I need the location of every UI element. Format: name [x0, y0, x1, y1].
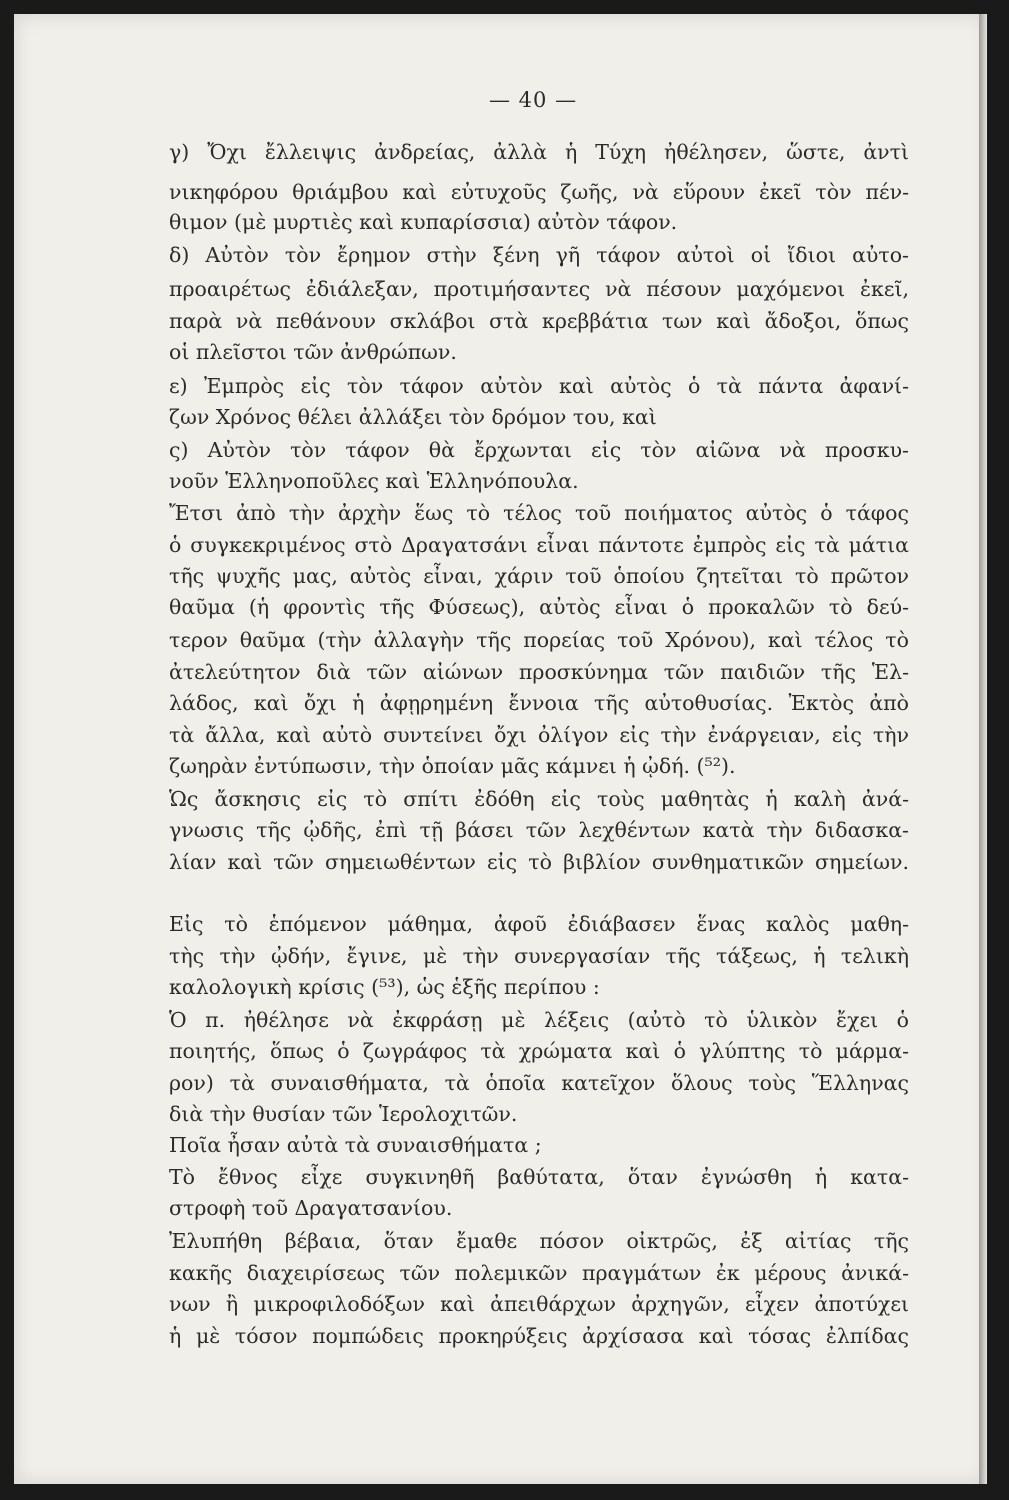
- text-line: ποιητής, ὅπως ὁ ζωγράφος τὰ χρώματα καὶ ὁ γλύπτης τὸ μάρμα-: [169, 1039, 909, 1063]
- text-line: οἱ πλεῖστοι τῶν ἀνθρώπων.: [169, 340, 457, 364]
- text-line: τερον θαῦμα (τὴν ἀλλαγὴν τῆς πορείας τοῦ Χρόνου), καὶ τέλος τὸ: [169, 628, 909, 652]
- text-line: νων ἢ μικροφιλοδόξων καὶ ἀπειθάρχων ἀρχηγῶν, εἶχεν ἀποτύχει: [169, 1292, 909, 1316]
- text-line: κακῆς διαχειρίσεως τῶν πολεμικῶν πραγμάτων ἐκ μέρους ἀνικά-: [169, 1261, 909, 1285]
- book-page: [14, 14, 987, 1484]
- text-line: Τὸ ἔθνος εἶχε συγκινηθῆ βαθύτατα, ὅταν ἐγνώσθη ἡ κατα-: [169, 1165, 909, 1189]
- text-line: θαῦμα (ἡ φροντὶς τῆς Φύσεως), αὐτὸς εἶναι ὁ προκαλῶν τὸ δεύ-: [169, 595, 909, 619]
- text-line: Ἐλυπήθη βέβαια, ὅταν ἔμαθε πόσον οἰκτρῶς, ἐξ αἰτίας τῆς: [169, 1229, 909, 1253]
- text-line: διὰ τὴν θυσίαν τῶν Ἱερολοχιτῶν.: [169, 1102, 518, 1126]
- text-line: νοῦν Ἑλληνοποῦλες καὶ Ἑλληνόπουλα.: [169, 469, 579, 493]
- text-line: Ἔτσι ἀπὸ τὴν ἀρχὴν ἕως τὸ τέλος τοῦ ποιήματος αὐτὸς ὁ τάφος: [169, 501, 909, 525]
- text-line: στροφὴ τοῦ Δραγατσανίου.: [169, 1196, 453, 1220]
- text-line: ε) Ἐμπρὸς εἰς τὸν τάφον αὐτὸν καὶ αὐτὸς ὁ τὰ πάντα ἀφανί-: [169, 374, 909, 398]
- text-line: τῆς ψυχῆς μας, αὐτὸς εἶναι, χάριν τοῦ ὁποίου ζητεῖται τὸ πρῶτον: [169, 564, 909, 588]
- text-line: Εἰς τὸ ἑπόμενον μάθημα, ἀφοῦ ἐδιάβασεν ἕνας καλὸς μαθη-: [169, 912, 909, 936]
- text-line: ὁ συγκεκριμένος στὸ Δραγατσάνι εἶναι πάντοτε ἐμπρὸς εἰς τὰ μάτια: [169, 533, 909, 557]
- text-line: ρον) τὰ συναισθήματα, τὰ ὁποῖα κατεῖχον ὅλους τοὺς Ἕλληνας: [169, 1071, 909, 1095]
- text-line: ς) Αὐτὸν τὸν τάφον θὰ ἔρχωνται εἰς τὸν αἰῶνα νὰ προσκυ-: [169, 438, 909, 462]
- text-line: προαιρέτως ἐδιάλεξαν, προτιμήσαντες νὰ πέσουν μαχόμενοι ἐκεῖ,: [169, 277, 909, 301]
- page-edge-shadow: [979, 14, 987, 1484]
- text-line: τὰ ἄλλα, καὶ αὐτὸ συντείνει ὄχι ὀλίγον εἰς τὴν ἐνάργειαν, εἰς τὴν: [169, 723, 909, 747]
- text-line: λίαν καὶ τῶν σημειωθέντων εἰς τὸ βιβλίον συνθηματικῶν σημείων.: [169, 850, 909, 874]
- text-line: ἡ μὲ τόσον πομπώδεις προκηρύξεις ἀρχίσασα καὶ τόσας ἐλπίδας: [169, 1324, 909, 1348]
- text-line: ζων Χρόνος θέλει ἀλλάξει τὸν δρόμον του, καὶ: [169, 405, 657, 429]
- text-line: γνωσις τῆς ᾠδῆς, ἐπὶ τῇ βάσει τῶν λεχθέντων κατὰ τὴν διδασκα-: [169, 818, 909, 842]
- text-line: γ) Ὄχι ἔλλειψις ἀνδρείας, ἀλλὰ ἡ Τύχη ἠθέλησεν, ὥστε, ἀντὶ: [169, 140, 909, 164]
- text-line: Ὁ π. ἠθέλησε νὰ ἐκφράσῃ μὲ λέξεις (αὐτὸ τὸ ὑλικὸν ἔχει ὁ: [169, 1008, 909, 1032]
- text-line: Ποῖα ἦσαν αὐτὰ τὰ συναισθήματα ;: [169, 1133, 542, 1157]
- page-number: — 40 —: [489, 88, 578, 112]
- text-line: παρὰ νὰ πεθάνουν σκλάβοι στὰ κρεββάτια των καὶ ἄδοξοι, ὅπως: [169, 309, 909, 333]
- text-line: Ὡς ἄσκησις εἰς τὸ σπίτι ἐδόθη εἰς τοὺς μαθητὰς ἡ καλὴ ἀνά-: [169, 787, 909, 811]
- text-line: δ) Αὐτὸν τὸν ἔρημον στὴν ξένη γῆ τάφον αὐτοὶ οἱ ἴδιοι αὐτο-: [169, 243, 909, 267]
- text-line: νικηφόρου θριάμβου καὶ εὐτυχοῦς ζωῆς, νὰ εὕρουν ἐκεῖ τὸν πέν-: [169, 180, 909, 204]
- text-line: ζωηρὰν ἐντύπωσιν, τὴν ὁποίαν μᾶς κάμνει ἡ ᾠδή. (⁵²).: [169, 754, 736, 778]
- text-line: λάδος, καὶ ὄχι ἡ ἀφῃρημένη ἔννοια τῆς αὐτοθυσίας. Ἐκτὸς ἀπὸ: [169, 691, 909, 715]
- text-line: τὴς τὴν ᾠδήν, ἔγινε, μὲ τὴν συνεργασίαν τῆς τάξεως, ἡ τελικὴ: [169, 944, 909, 968]
- text-line: καλολογικὴ κρίσις (⁵³), ὡς ἑξῆς περίπου :: [169, 975, 600, 999]
- text-line: ἀτελεύτητον διὰ τῶν αἰώνων προσκύνημα τῶν παιδιῶν τῆς Ἑλ-: [169, 660, 909, 684]
- text-line: θιμον (μὲ μυρτιὲς καὶ κυπαρίσσια) αὐτὸν τάφον.: [169, 210, 678, 234]
